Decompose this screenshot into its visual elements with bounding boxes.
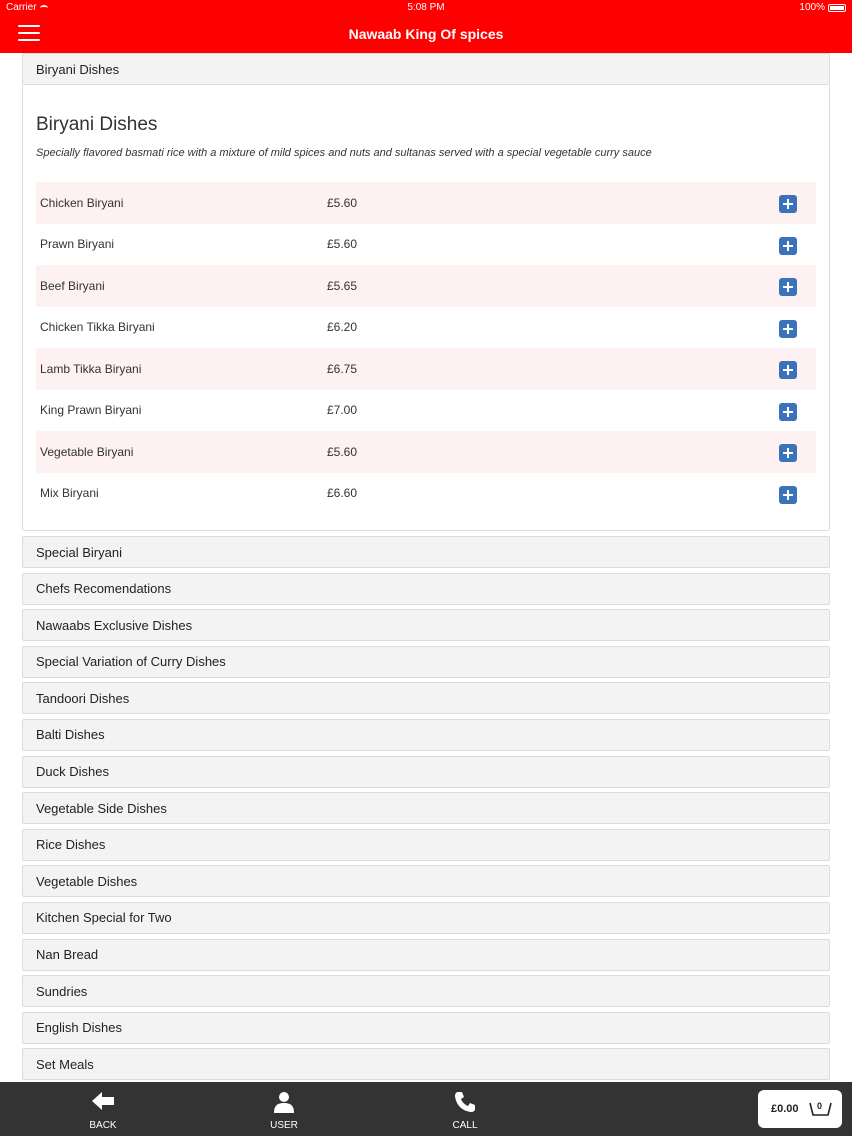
menu-item-price: £6.20 [327,320,358,335]
back-arrow-icon [92,1091,114,1111]
call-label: CALL [452,1120,478,1131]
menu-item-name: Chicken Tikka Biryani [40,320,155,335]
user-icon [273,1091,295,1113]
category-header[interactable]: Vegetable Side Dishes [22,792,830,824]
battery-indicator [799,2,846,13]
menu-item-name: King Prawn Biryani [40,403,142,418]
category-header[interactable]: Vegetable Dishes [22,865,830,897]
user-label: USER [270,1120,298,1131]
category-header[interactable]: English Dishes [22,1012,830,1044]
status-time: 5:08 PM [407,2,445,13]
category-header[interactable]: Nawaabs Exclusive Dishes [22,609,830,641]
cart-total: £0.00 [771,1103,799,1115]
plus-icon[interactable] [779,237,797,255]
category-header[interactable]: Tandoori Dishes [22,682,830,714]
plus-icon[interactable] [779,403,797,421]
back-label: BACK [89,1120,117,1131]
cart-button[interactable] [758,1090,842,1128]
category-header[interactable]: Rice Dishes [22,829,830,861]
menu-item-name: Vegetable Biryani [40,444,134,459]
plus-icon[interactable] [779,486,797,504]
category-header[interactable]: Set Meals [22,1048,830,1080]
category-header[interactable]: Nan Bread [22,939,830,971]
category-header[interactable]: Chefs Recomendations [22,573,830,605]
menu-items-list [36,182,816,514]
menu-item-name: Beef Biryani [40,278,105,293]
section-description: Specially flavored basmati rice with a mixture of mild spices and nuts and sultanas served with a special vegetable curry sauce [36,147,652,159]
menu-item-name: Mix Biryani [40,486,99,501]
menu-item-price: £6.60 [327,486,358,501]
bottom-tab-bar [0,1082,852,1136]
battery-icon [828,4,846,12]
back-tab[interactable] [63,1082,143,1136]
menu-item-row [36,431,816,473]
battery-label: 100% [799,2,825,13]
category-header[interactable]: Duck Dishes [22,756,830,788]
menu-item-price: £5.60 [327,195,358,210]
category-header[interactable]: Special Variation of Curry Dishes [22,646,830,678]
plus-icon[interactable] [779,195,797,213]
phone-icon [454,1091,476,1113]
category-panel-biryani-dishes [22,85,830,531]
cart-count: 0 [817,1101,823,1111]
menu-item-row [36,473,816,515]
menu-item-row [36,348,816,390]
section-title: Biryani Dishes [36,114,158,135]
menu-item-row [36,307,816,349]
menu-item-row [36,390,816,432]
menu-item-row [36,265,816,307]
menu-content [22,53,830,1085]
menu-item-name: Lamb Tikka Biryani [40,361,142,376]
call-tab[interactable] [425,1082,505,1136]
user-tab[interactable] [244,1082,324,1136]
status-bar [0,0,852,16]
menu-item-row [36,182,816,224]
menu-item-row [36,224,816,266]
menu-item-name: Prawn Biryani [40,237,115,252]
menu-item-price: £7.00 [327,403,358,418]
category-header[interactable]: Kitchen Special for Two [22,902,830,934]
category-header[interactable]: Balti Dishes [22,719,830,751]
category-header[interactable]: Special Biryani [22,536,830,568]
menu-item-price: £6.75 [327,361,358,376]
plus-icon[interactable] [779,278,797,296]
menu-item-price: £5.65 [327,278,358,293]
carrier-label: Carrier [6,2,37,13]
app-title: Nawaab King Of spices [348,26,504,42]
category-header[interactable]: Sundries [22,975,830,1007]
top-navbar [0,16,852,53]
plus-icon[interactable] [779,444,797,462]
category-header-biryani-dishes[interactable]: Biryani Dishes [22,53,830,85]
menu-item-price: £5.60 [327,444,358,459]
plus-icon[interactable] [779,361,797,379]
category-list [22,536,830,1080]
plus-icon[interactable] [779,320,797,338]
menu-item-price: £5.60 [327,237,358,252]
cart-icon [809,1100,833,1116]
menu-item-name: Chicken Biryani [40,195,124,210]
